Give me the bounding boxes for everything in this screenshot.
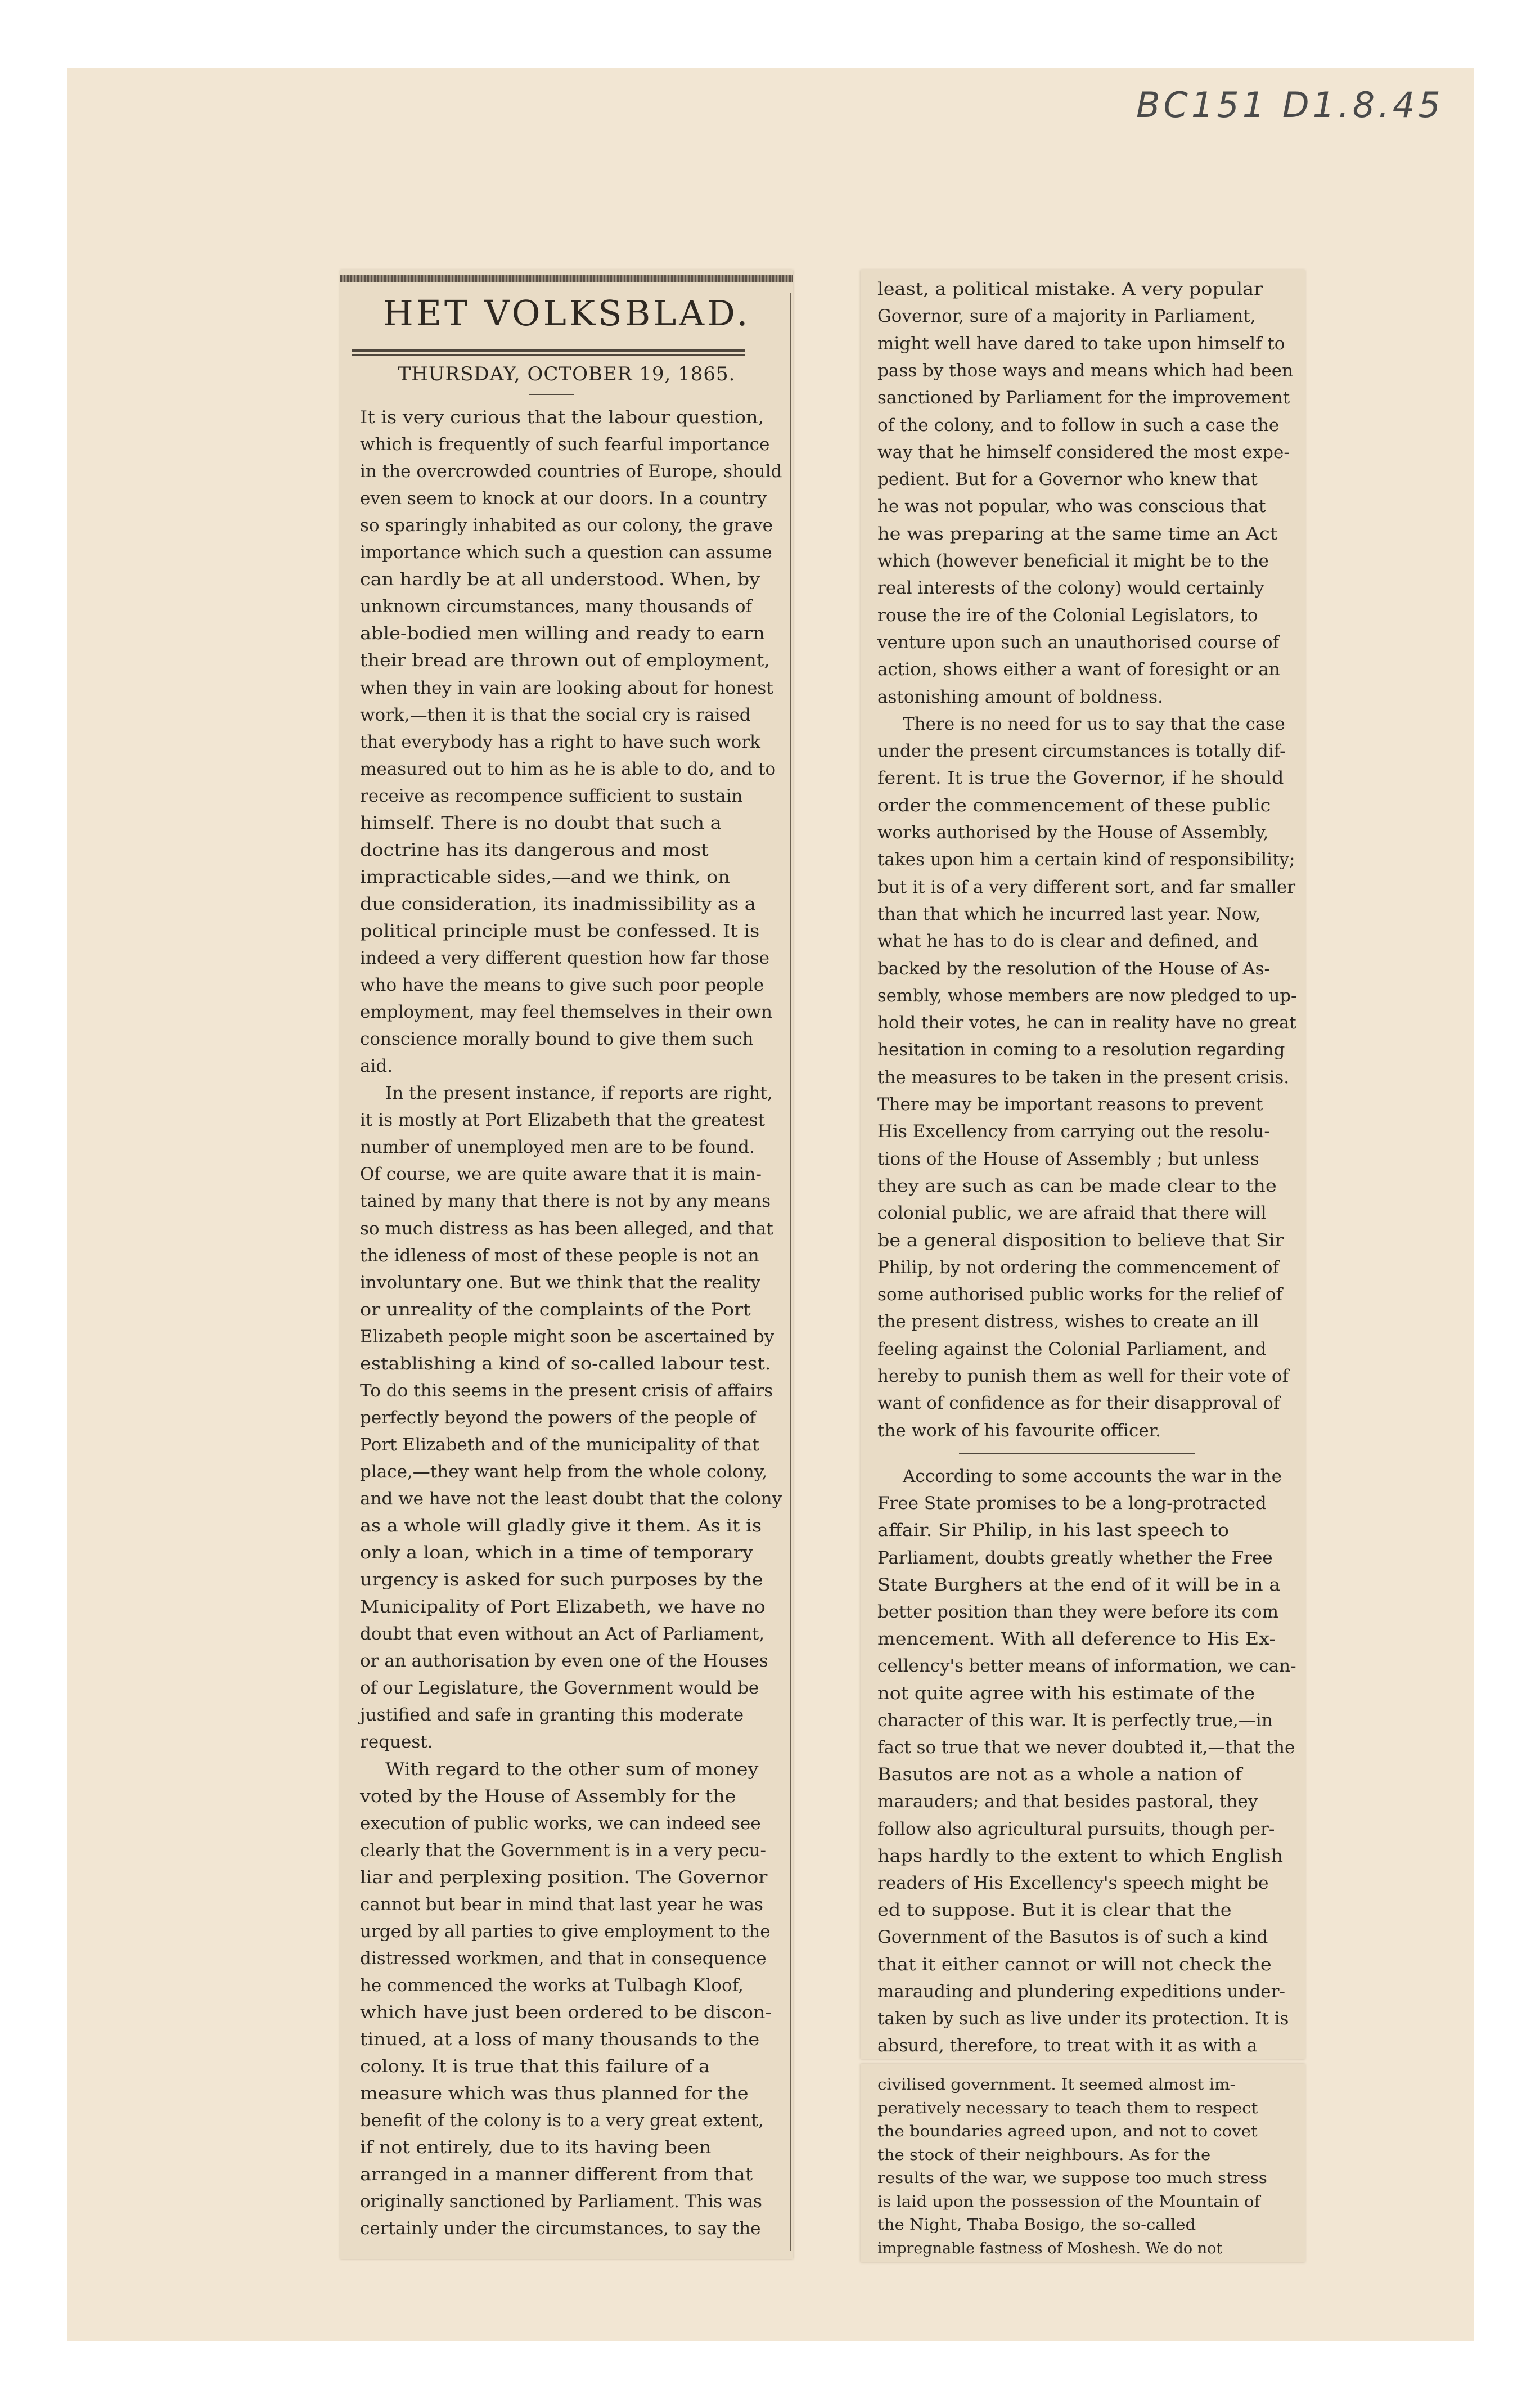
text-line: impregnable fastness of Moshesh. We do not (877, 2239, 1223, 2257)
text-line: place,—they want help from the whole colony, (360, 1461, 768, 1482)
text-line: Free State promises to be a long-protracted (877, 1493, 1267, 1514)
text-line: pedient. But for a Governor who knew that (877, 469, 1258, 490)
text-line: peratively necessary to teach them to respect (877, 2099, 1258, 2117)
text-line: takes upon him a certain kind of responsibility; (877, 850, 1295, 870)
text-line: tinued, at a loss of many thousands to the (360, 2029, 760, 2050)
text-line: of the colony, and to follow in such a case the (877, 415, 1280, 435)
text-line: the Night, Thaba Bosigo, the so-called (877, 2216, 1196, 2234)
text-line: he was preparing at the same time an Act (877, 523, 1278, 544)
text-line: conscience morally bound to give them such (360, 1029, 754, 1050)
text-line: but it is of a very different sort, and far smaller (877, 877, 1296, 897)
text-line: measured out to him as he is able to do, and to (360, 758, 776, 779)
text-line: work,—then it is that the social cry is raised (360, 704, 751, 725)
text-line: colony. It is true that this failure of a (360, 2056, 710, 2077)
text-line: readers of His Excellency's speech might be (877, 1873, 1269, 1893)
text-line: number of unemployed men are to be found. (360, 1137, 755, 1158)
text-line: the stock of their neighbours. As for the (877, 2146, 1211, 2164)
newspaper-masthead: HET VOLKSBLAD. (382, 293, 751, 334)
text-line: if not entirely, due to its having been (360, 2137, 712, 2158)
text-line: in the overcrowded countries of Europe, should (360, 461, 782, 482)
text-line: absurd, therefore, to treat with it as with a (877, 2036, 1258, 2056)
text-line: With regard to the other sum of money (385, 1759, 759, 1780)
text-line: fact so true that we never doubted it,—that the (877, 1737, 1295, 1758)
text-line: action, shows either a want of foresight or an (877, 659, 1280, 680)
text-line: Parliament, doubts greatly whether the Free (877, 1547, 1273, 1568)
text-line: due consideration, its inadmissibility as a (360, 893, 756, 914)
text-line: hesitation in coming to a resolution regarding (877, 1040, 1285, 1061)
text-line: tions of the House of Assembly ; but unless (877, 1148, 1259, 1169)
text-line: distressed workmen, and that in consequence (360, 1948, 767, 1969)
masthead-rule (352, 349, 745, 352)
text-line: some authorised public works for the relief of (877, 1284, 1282, 1305)
masthead-ornament-rule (340, 275, 793, 282)
text-line: the work of his favourite officer. (877, 1420, 1161, 1441)
text-line: Municipality of Port Elizabeth, we have no (360, 1597, 766, 1618)
text-line: sembly, whose members are now pledged to up- (877, 985, 1297, 1006)
text-line: originally sanctioned by Parliament. This was (360, 2191, 762, 2212)
text-line: clearly that the Government is in a very pecu- (360, 1840, 766, 1861)
archive-reference: BC151 D1.8.45 (1136, 84, 1444, 125)
text-line: results of the war, we suppose too much stress (877, 2170, 1267, 2187)
text-line: political principle must be confessed. It is (360, 920, 760, 941)
text-line: impracticable sides,—and we think, on (360, 866, 730, 887)
text-line: the idleness of most of these people is not an (360, 1245, 759, 1266)
dateline: THURSDAY, OCTOBER 19, 1865. (398, 363, 736, 385)
text-line: colonial public, we are afraid that there will (877, 1203, 1267, 1224)
text-line: so much distress as has been alleged, and that (360, 1218, 773, 1239)
text-line: ferent. It is true the Governor, if he should (877, 768, 1284, 789)
column-rule (790, 293, 791, 2251)
text-line: follow also agricultural pursuits, though per- (877, 1818, 1275, 1839)
text-line: perfectly beyond the powers of the people of (360, 1407, 757, 1428)
text-line: Of course, we are quite aware that it is main- (360, 1164, 762, 1185)
text-line: To do this seems in the present crisis of affairs (360, 1380, 773, 1401)
text-line: benefit of the colony is to a very great extent, (360, 2110, 764, 2131)
text-line: what he has to do is clear and defined, and (877, 931, 1258, 952)
text-line: venture upon such an unauthorised course of (877, 632, 1280, 653)
text-line: which (however beneficial it might be to the (877, 551, 1269, 571)
text-line: be a general disposition to believe that Sir (877, 1230, 1284, 1251)
text-line: measure which was thus planned for the (360, 2083, 749, 2104)
text-line: unknown circumstances, many thousands of (360, 596, 753, 617)
text-line: which is frequently of such fearful importance (360, 434, 770, 455)
text-line: real interests of the colony) would certainly (877, 578, 1264, 599)
text-line: indeed a very different question how far those (360, 948, 769, 968)
text-line: hold their votes, he can in reality have no great (877, 1013, 1296, 1034)
text-line: when they in vain are looking about for honest (360, 677, 773, 698)
text-line: astonishing amount of boldness. (877, 686, 1163, 707)
text-line: involuntary one. But we think that the reality (360, 1272, 760, 1293)
text-line: not quite agree with his estimate of the (877, 1683, 1255, 1704)
text-line: In the present instance, if reports are right, (385, 1083, 773, 1104)
text-line: he was not popular, who was conscious that (877, 496, 1266, 517)
text-line: request. (360, 1732, 433, 1753)
text-line: mencement. With all deference to His Ex- (877, 1629, 1276, 1650)
dateline-rule (529, 394, 574, 395)
text-line: as a whole will gladly give it them. As it is (360, 1516, 762, 1537)
text-line: certainly under the circumstances, to say the (360, 2218, 761, 2239)
text-line: Governor, sure of a majority in Parliament, (877, 306, 1256, 327)
text-line: State Burghers at the end of it will be in a (877, 1574, 1281, 1595)
text-line: justified and safe in granting this moderate (360, 1705, 744, 1726)
text-line: want of confidence as for their disapproval of (877, 1393, 1280, 1414)
text-line: backed by the resolution of the House of As- (877, 958, 1270, 979)
text-line: ed to suppose. But it is clear that the (877, 1900, 1232, 1921)
text-line: liar and perplexing position. The Governor (360, 1867, 768, 1888)
text-line: affair. Sir Philip, in his last speech to (877, 1520, 1230, 1541)
text-line: the present distress, wishes to create an ill (877, 1311, 1259, 1332)
text-line: According to some accounts the war in the (903, 1466, 1282, 1486)
text-line: haps hardly to the extent to which English (877, 1845, 1284, 1866)
text-line: taken by such as live under its protection. It is (877, 2009, 1289, 2029)
text-line: doubt that even without an Act of Parliament, (360, 1624, 765, 1645)
text-line: marauding and plundering expeditions under- (877, 1981, 1285, 2002)
text-line: or unreality of the complaints of the Port (360, 1299, 751, 1320)
text-line: he commenced the works at Tulbagh Kloof, (360, 1975, 744, 1996)
text-line: and we have not the least doubt that the colony (360, 1489, 782, 1509)
text-line: doctrine has its dangerous and most (360, 839, 709, 860)
text-line: least, a political mistake. A very popular (877, 279, 1263, 299)
text-line: himself. There is no doubt that such a (360, 812, 722, 833)
text-line: arranged in a manner different from that (360, 2164, 753, 2185)
text-line: importance which such a question can assume (360, 542, 772, 563)
text-line: might well have dared to take upon himself to (877, 333, 1285, 354)
text-line: cellency's better means of information, we can- (877, 1656, 1296, 1677)
text-line: their bread are thrown out of employment, (360, 650, 770, 671)
text-line: feeling against the Colonial Parliament, and (877, 1339, 1267, 1359)
text-line: There is no need for us to say that the case (903, 713, 1285, 734)
text-line: order the commencement of these public (877, 795, 1271, 816)
text-line: pass by those ways and means which had been (877, 360, 1294, 381)
text-line: of our Legislature, the Government would be (360, 1678, 759, 1699)
masthead-rule-thin (352, 354, 745, 356)
text-line: they are such as can be made clear to the (877, 1175, 1277, 1196)
text-line: voted by the House of Assembly for the (360, 1786, 736, 1807)
text-line: establishing a kind of so-called labour test. (360, 1353, 771, 1374)
text-line: urged by all parties to give employment to the (360, 1921, 771, 1942)
text-line: that everybody has a right to have such work (360, 731, 760, 752)
text-line: urgency is asked for such purposes by the (360, 1570, 763, 1591)
text-line: employment, may feel themselves in their own (360, 1002, 772, 1023)
text-line: is laid upon the possession of the Mountain of (877, 2193, 1260, 2211)
text-line: cannot but bear in mind that last year he was (360, 1894, 763, 1915)
text-line: execution of public works, we can indeed see (360, 1813, 761, 1834)
text-line: only a loan, which in a time of temporary (360, 1543, 753, 1564)
text-line: under the present circumstances is totally dif- (877, 741, 1286, 762)
text-line: way that he himself considered the most expe- (877, 442, 1290, 462)
text-line: His Excellency from carrying out the resolu- (877, 1121, 1270, 1142)
text-line: civilised government. It seemed almost im- (877, 2076, 1236, 2094)
text-line: even seem to knock at our doors. In a country (360, 488, 767, 509)
text-line: which have just been ordered to be discon- (360, 2002, 772, 2023)
text-line: works authorised by the House of Assembly, (877, 823, 1269, 843)
text-line: marauders; and that besides pastoral, they (877, 1791, 1258, 1812)
text-line: character of this war. It is perfectly true,—in (877, 1710, 1273, 1731)
text-line: or an authorisation by even one of the Houses (360, 1651, 768, 1672)
text-line: hereby to punish them as well for their vote of (877, 1366, 1289, 1386)
text-line: receive as recompence sufficient to sustain (360, 785, 743, 806)
text-line: the boundaries agreed upon, and not to covet (877, 2123, 1258, 2140)
text-line: better position than they were before its com (877, 1602, 1278, 1622)
text-line: so sparingly inhabited as our colony, the grave (360, 515, 773, 536)
text-line: can hardly be at all understood. When, by (360, 569, 760, 590)
text-line: aid. (360, 1056, 393, 1077)
text-line: that it either cannot or will not check the (877, 1954, 1272, 1975)
text-line: tained by many that there is not by any means (360, 1191, 771, 1212)
text-line: who have the means to give such poor people (360, 975, 764, 996)
text-line: rouse the ire of the Colonial Legislators, to (877, 605, 1258, 626)
text-line: There may be important reasons to prevent (877, 1094, 1263, 1115)
text-line: it is mostly at Port Elizabeth that the greatest (360, 1110, 766, 1131)
text-line: the measures to be taken in the present crisis. (877, 1067, 1290, 1088)
text-line: able-bodied men willing and ready to earn (360, 623, 765, 644)
text-line: Government of the Basutos is of such a kind (877, 1927, 1268, 1948)
text-line: Basutos are not as a whole a nation of (877, 1764, 1242, 1785)
text-line: Port Elizabeth and of the municipality of that (360, 1434, 759, 1455)
text-line: sanctioned by Parliament for the improvement (877, 388, 1290, 408)
text-line: Philip, by not ordering the commencement of (877, 1257, 1279, 1278)
text-line: than that which he incurred last year. Now, (877, 904, 1261, 924)
text-line: It is very curious that the labour question, (360, 407, 764, 428)
text-line: Elizabeth people might soon be ascertained by (360, 1326, 774, 1347)
article-divider (959, 1453, 1195, 1454)
